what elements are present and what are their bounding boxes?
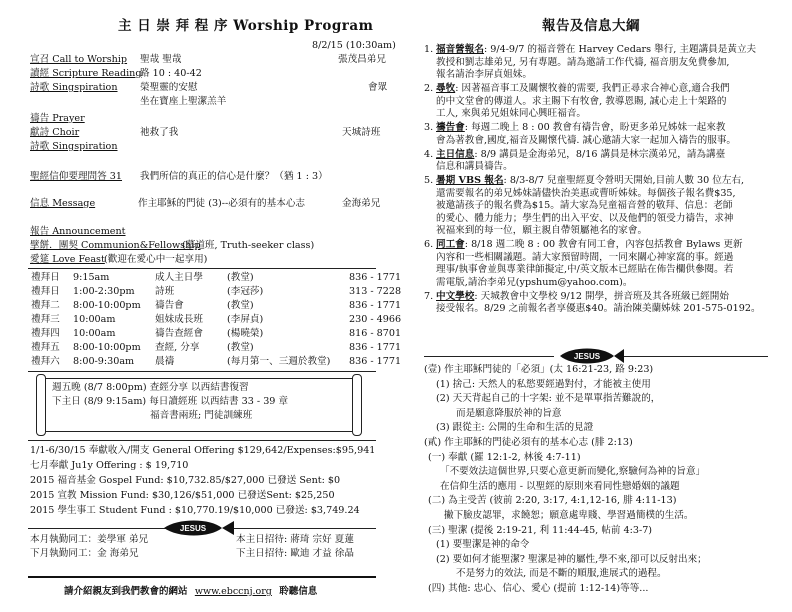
- announcement-text: 接受報名。8/29 之前報名者享優惠$40。請治陳美蘭姊妹 201-575-0192。: [436, 303, 761, 314]
- divider: [28, 371, 376, 372]
- offering-line: 七月奉獻 Ju1y Offering : $ 19,710: [30, 460, 189, 471]
- order-item-content: 路 10 : 40-42: [140, 68, 202, 79]
- schedule-name: 禱告查經會: [155, 327, 203, 339]
- schedule-place: (教堂): [227, 341, 254, 353]
- announcement-text: 教授和劉志雄弟兄, 另有專題。請為邀請工作代禱, 福音朋友免費參加,: [436, 56, 730, 68]
- announcement-text: : 因著福音事工及關懷牧養的需要, 我們正尋求合神心意,適合我們: [455, 83, 730, 94]
- announcement-item: [424, 122, 725, 134]
- host-next-week: 下主日招待: 歐迪 才益 徐晶: [236, 548, 354, 559]
- announcement-item: [424, 83, 730, 95]
- order-item-label: 禱告 Prayer: [30, 113, 85, 124]
- schedule-place: (李屏貞): [227, 313, 264, 325]
- svg-text:JESUS: JESUS: [179, 524, 207, 533]
- jesus-fish-icon: [556, 348, 626, 364]
- announcement-number: 2.: [424, 83, 434, 94]
- order-item-content: 聖哉 聖哉: [140, 54, 182, 65]
- order-item-label: 詩歌 Singspiration: [30, 141, 118, 152]
- outline-line: 不是努力的效法, 而是不斷的順服,進展式的過程。: [456, 568, 667, 580]
- outline-line: (二) 為主受苦 (彼前 2:20, 3:17, 4:1,12-16, 腓 4:11-13): [428, 495, 677, 507]
- outline-line: (2) 要如何才能聖潔? 聖潔是神的屬性,學不來,卻可以反射出來；: [436, 553, 707, 565]
- scroll-line: 福音書兩班; 門徒訓練班: [150, 410, 253, 421]
- announcement-label: 尋牧: [436, 83, 456, 94]
- announcement-number: 3.: [424, 122, 434, 133]
- order-item-label: 宣召 Call to Worship: [30, 54, 128, 65]
- announcement-text: 理事/執事會並與專業律師擬定,中/英文版本已經貼在佈告欄供參閱。若: [436, 264, 734, 275]
- announcement-text: : 8/3-8/7 兒童聖經夏令營明天開始,目前人數 30 位左右,: [503, 175, 745, 186]
- announcement-text: : 天城教會中文學校 9/12 開學，拼音班及其各班級已經開始: [474, 290, 729, 302]
- catechism-text: 我們所信的真正的信心是什麼？（猶 1 : 3）: [140, 171, 328, 182]
- schedule-place: (李冠莎): [227, 285, 264, 297]
- weekly-schedule: [30, 271, 410, 369]
- announcement-label: 同工會: [436, 239, 465, 250]
- schedule-day: 禮拜日: [31, 285, 60, 297]
- schedule-phone: 836 - 1771: [349, 341, 402, 353]
- outline-line: (一) 奉獻 (羅 12:1-2, 林後 4:7-11): [428, 451, 581, 463]
- scroll-line: 週五晚 (8/7 8:00pm) 查經分享 以西結書復習: [52, 382, 249, 393]
- duty-this-month: 本月執勤同工：姜學軍 弟兄: [30, 534, 149, 545]
- message-title: 作主耶穌的門徒 (3)--必須有的基本心志: [138, 198, 306, 209]
- schedule-row: [30, 285, 410, 299]
- offering-line: 2015 宣教 Mission Fund: $30,126/$51,000 已發送Sent: $25,250: [30, 490, 335, 501]
- divider: [28, 576, 376, 578]
- schedule-row: [30, 355, 410, 369]
- love-feast-note: (歡迎在愛心中一起享用): [104, 254, 208, 265]
- order-item-person: 會眾: [368, 82, 388, 93]
- outline-line: (三) 聖潔 (提後 2:19-21, 利 11:44-45, 帖前 4:3-7): [428, 524, 653, 536]
- announcement-number: 6.: [424, 239, 434, 250]
- schedule-place: (每月第一、三週於教堂): [227, 355, 331, 367]
- announcement-text: 信息和講員禱告。: [436, 161, 513, 172]
- order-item-content: 榮聖靈的安慰: [140, 82, 198, 93]
- schedule-day: 禮拜四: [31, 327, 60, 339]
- announcement-item: [424, 44, 756, 56]
- fellowship-note: (慕道班, Truth-seeker class): [182, 240, 315, 251]
- order-item-person: 天城詩班: [342, 127, 381, 138]
- announcement-text: 被邀請孩子的報名費為$15。請大家為兒童福音營的敬拜、信息：老師: [436, 200, 733, 211]
- schedule-time: 1:00-2:30pm: [73, 285, 135, 297]
- schedule-place: (楊曉榮): [227, 327, 264, 339]
- announcement-number: 7.: [424, 290, 434, 302]
- order-item-label: 獻詩 Choir: [30, 127, 80, 138]
- announcement-text: 需電版,請治李弟兄(ypshum@yahoo.com)。: [436, 276, 633, 288]
- announcement-label: 主日信息: [436, 148, 475, 160]
- outline-line: 而是願意降服於神的旨意: [456, 407, 562, 419]
- schedule-time: 8:00-9:30am: [73, 355, 135, 367]
- announcement-number: 5.: [424, 175, 434, 186]
- schedule-time: 8:00-10:00pm: [73, 299, 141, 311]
- announcement-text: : 8/18 週二晚 8 : 00 教會有同工會，內容包括教會 Bylaws 更新: [464, 239, 743, 250]
- announcement-item: [424, 239, 743, 251]
- announcement-text: 的中文堂會的傳道人。求主賜下有牧會, 教導恩賜, 誠心走上十架路的: [436, 95, 727, 107]
- announcement-label: 禱告會: [436, 122, 465, 133]
- outline-line: (2) 天天背起自己的十字架: 並不是單單指苦難說的，: [436, 393, 661, 405]
- schedule-time: 9:15am: [73, 272, 110, 283]
- schedule-row: [30, 299, 410, 313]
- outline-line: (壹) 作主耶穌門徒的「必須」(太 16:21-23, 路 9:23): [424, 364, 654, 375]
- announcement-text: 報名請治李屏貞姐妹。: [436, 69, 532, 80]
- schedule-time: 8:00-10:00pm: [73, 341, 141, 353]
- announcement-item: [424, 291, 729, 303]
- schedule-row: [30, 327, 410, 341]
- outline-line: (貳) 作主耶穌的門徒必須有的基本心志 (腓 2:13): [424, 437, 633, 448]
- announcement-label: 暑期 VBS 報名: [436, 175, 504, 186]
- schedule-day: 禮拜六: [31, 355, 60, 367]
- schedule-name: 成人主日學: [155, 272, 203, 283]
- schedule-phone: 836 - 1771: [349, 355, 402, 367]
- schedule-name: 詩班: [155, 285, 175, 297]
- announcement-label: 中文學校: [436, 290, 475, 302]
- schedule-phone: 816 - 8701: [349, 327, 402, 339]
- schedule-name: 姐妹成長班: [155, 313, 203, 325]
- message-speaker: 金海弟兄: [342, 198, 381, 209]
- schedule-row: [30, 271, 410, 285]
- announcement-text: 工人, 來與弟兄姐妹同心興旺福音。: [436, 108, 587, 119]
- announcements-title: 報告及信息大綱: [542, 18, 640, 34]
- outline-line: 撇下臉皮認罪，求饒恕；願意處卑賤、學習過簡樸的生活。: [444, 510, 694, 521]
- outline-line: (1) 捨己: 天然人的私慾要經過對付，才能被主使用: [436, 378, 651, 390]
- order-item-label: 讀經 Scripture Reading: [30, 68, 142, 79]
- order-item-label: 詩歌 Singspiration: [30, 82, 118, 93]
- schedule-row: [30, 341, 410, 355]
- schedule-day: 禮拜日: [31, 272, 60, 283]
- catechism-label: 聖經信仰要理問答 31: [30, 171, 123, 182]
- order-item-content: 坐在寶座上聖潔羔羊: [140, 96, 227, 107]
- schedule-name: 禱告會: [155, 299, 184, 311]
- announcement-text: : 每週二晚上 8 : 00 教會有禱告會，盼更多弟兄姊妹一起來教: [464, 122, 726, 133]
- announcement-item: [424, 149, 725, 161]
- divider: [28, 440, 376, 441]
- duty-next-month: 下月執勤同工：金 海弟兄: [30, 548, 139, 559]
- svg-text:JESUS: JESUS: [573, 352, 601, 361]
- jesus-fish-icon: [160, 520, 236, 536]
- scroll-line: 下主日 (8/9 9:15am) 每日讀經班 以西結書 33 - 39 章: [52, 396, 289, 407]
- order-item-person: 張茂昌弟兄: [338, 54, 386, 65]
- schedule-place: (教堂): [227, 299, 254, 311]
- announcement-text: 還需要報名的弟兄姊妹請儘快治美惠或曹昕姊妹。每個孩子報名費$35,: [436, 187, 736, 199]
- divider: [28, 268, 376, 269]
- footer-suffix: 聆聽信息: [279, 586, 318, 597]
- outline-line: (3) 跟從主: 公開的生命和生活的見證: [436, 422, 594, 434]
- outline-line: (四) 其他: 忠心、信心、愛心 (提前 1:12-14)等等...: [428, 583, 649, 594]
- schedule-day: 禮拜五: [31, 341, 60, 353]
- outline-line: 在信仰生活的應用 - 以聖經的原則來看同性戀婚姻的議題: [440, 480, 680, 492]
- offering-line: 2015 福音基金 Gospel Fund: $10,732.85/$27,000 已發送 Sent: $0: [30, 475, 341, 486]
- order-item-content: 祂救了我: [140, 127, 179, 138]
- footer: [64, 586, 317, 598]
- schedule-phone: 313 - 7228: [349, 285, 402, 297]
- outline-line: (1) 要聖潔是神的命令: [436, 539, 530, 551]
- announcement-item: [424, 175, 744, 187]
- announcement-number: 4.: [424, 148, 434, 160]
- announcement-label: 福音營報名: [436, 44, 484, 55]
- footer-prefix: 請介紹親友到我們教會的網站: [64, 586, 188, 597]
- service-date: 8/2/15 (10:30am): [312, 40, 396, 51]
- announcement-text: : 9/4-9/7 的福音營在 Harvey Cedars 舉行, 主題講員是黃立夫: [483, 44, 757, 55]
- announcement-text: 的愛心、體力能力；學生們的出入平安、以及他們的領受力禱告，求神: [436, 212, 734, 224]
- offering-line: 2015 學生事工 Student Fund : $10,770.19/$10,000 已發送: $3,749.24: [30, 505, 360, 516]
- schedule-name: 晨禱: [155, 355, 175, 367]
- schedule-row: [30, 313, 410, 327]
- schedule-time: 10:00am: [73, 327, 116, 339]
- website-link[interactable]: www.ebccnj.org: [194, 586, 272, 597]
- offering-line: 1/1-6/30/15 奉獻收入/開支 General Offering $129,642/Expenses:$95,941: [30, 445, 376, 456]
- love-feast-label: 愛筵 Love Feast: [30, 254, 105, 265]
- announcement-text: 會為著教會,國度,福音及關懷代禱. 誠心邀請大家一起加入禱告的服事。: [436, 134, 737, 146]
- announcement-text: 祝福來到的每一位，願主親自帶領屬祂名的家會。: [436, 225, 648, 236]
- schedule-phone: 230 - 4966: [349, 313, 402, 325]
- announcement-number: 1.: [424, 44, 434, 55]
- worship-program-title: 主 日 崇 拜 程 序 Worship Program: [118, 18, 374, 34]
- schedule-phone: 836 - 1771: [349, 299, 402, 311]
- schedule-phone: 836 - 1771: [349, 272, 402, 283]
- schedule-name: 查經, 分享: [155, 341, 200, 353]
- fellowship-label: 擘餅．團契 Communion&Fellowship: [30, 240, 201, 251]
- schedule-place: (教堂): [227, 272, 254, 283]
- announcement-text: 內容和一些相關議題。請大家預留時間，一同來關心神家窩的事。經過: [436, 251, 734, 263]
- outline-line: 「不要效法這個世界,只要心意更新而變化,察驗何為神的旨意」: [440, 466, 706, 478]
- host-this-week: 本主日招待: 蔣琦 宗好 夏蓮: [236, 534, 354, 545]
- schedule-time: 10:00am: [73, 313, 116, 325]
- message-label: 信息 Message: [30, 198, 96, 209]
- schedule-day: 禮拜三: [31, 313, 60, 325]
- announcement-text: : 8/9 講員是金海弟兄，8/16 講員是林宗漢弟兄，請為講臺: [474, 148, 726, 160]
- schedule-day: 禮拜二: [31, 299, 60, 311]
- announcement-label: 報告 Announcement: [30, 226, 126, 237]
